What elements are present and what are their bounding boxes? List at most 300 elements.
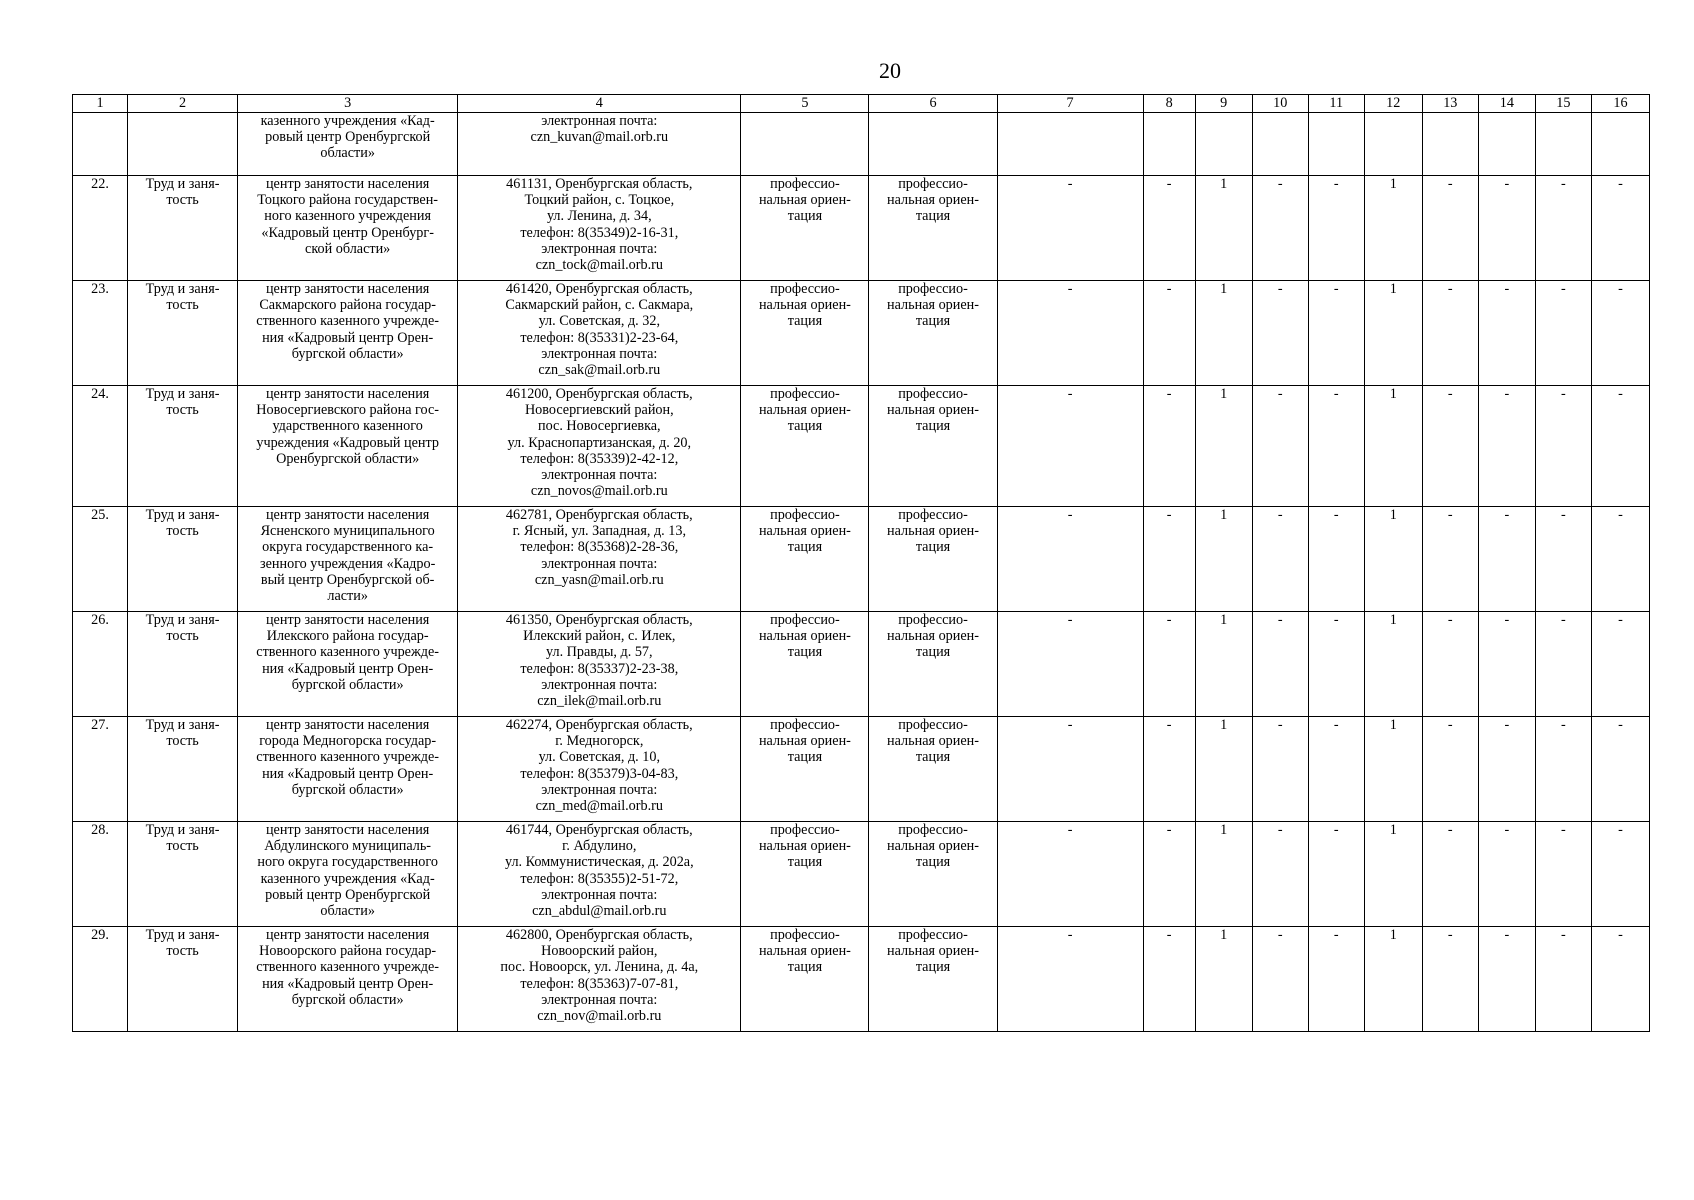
text-line: электронная почта:	[541, 781, 658, 798]
text-line: бургской области»	[291, 676, 404, 693]
text-line: ровый центр Оренбургской	[265, 129, 431, 146]
cell-c14: -	[1478, 717, 1535, 822]
text-line: czn_ilek@mail.orb.ru	[537, 693, 662, 710]
table-row	[73, 281, 1650, 386]
text-line: Труд и заня-	[145, 717, 220, 733]
text-line: ния «Кадровый центр Орен-	[262, 329, 434, 346]
text-line: профессио-	[898, 176, 968, 192]
cell-c8: -	[1143, 717, 1195, 822]
text-line: электронная почта:	[541, 555, 658, 572]
row-number: 27.	[73, 717, 128, 822]
text-line: ской области»	[305, 240, 391, 257]
text-line: ния «Кадровый центр Орен-	[262, 765, 434, 782]
text-line: 461131, Оренбургская область,	[506, 176, 693, 192]
text-line: телефон: 8(35355)2-51-72,	[520, 870, 679, 887]
text-line: czn_tock@mail.orb.ru	[535, 257, 663, 274]
cell-c6	[869, 507, 997, 612]
text-line: центр занятости населения	[265, 281, 430, 297]
text-line: центр занятости населения	[265, 507, 430, 523]
text-line: профессио-	[898, 822, 968, 838]
cell-c14	[1478, 113, 1535, 176]
text-line: телефон: 8(35339)2-42-12,	[520, 450, 679, 467]
cell-c16: -	[1591, 281, 1649, 386]
cell-c10: -	[1252, 717, 1308, 822]
text-line: czn_sak@mail.orb.ru	[538, 362, 661, 379]
text-line: профессио-	[770, 386, 840, 402]
cell-sphere	[128, 281, 238, 386]
text-line: вый центр Оренбургской об-	[260, 571, 435, 588]
row-number: 25.	[73, 507, 128, 612]
text-line: Оренбургской области»	[276, 450, 420, 467]
cell-num	[73, 113, 128, 176]
text-line: телефон: 8(35349)2-16-31,	[520, 224, 679, 241]
text-line: нальная ориен-	[758, 628, 851, 645]
cell-contacts	[458, 386, 741, 507]
text-line: Новоорского района государ-	[259, 943, 437, 960]
text-line: нальная ориен-	[887, 297, 979, 314]
cell-c10: -	[1252, 612, 1308, 717]
text-line: профессио-	[898, 717, 968, 733]
cell-contacts	[458, 507, 741, 612]
cell-c7: -	[997, 822, 1143, 927]
text-line: ния «Кадровый центр Орен-	[262, 660, 434, 677]
text-line: czn_novos@mail.orb.ru	[530, 483, 668, 500]
cell-contacts	[458, 927, 741, 1032]
cell-org	[238, 281, 458, 386]
cell-c7: -	[997, 281, 1143, 386]
text-line: ул. Ленина, д. 34,	[546, 208, 652, 225]
cell-c8: -	[1143, 612, 1195, 717]
column-header-15: 15	[1535, 95, 1591, 113]
cell-c8: -	[1143, 822, 1195, 927]
text-line: пос. Новосергиевка,	[537, 418, 661, 435]
row-number: 22.	[73, 176, 128, 281]
text-line: тация	[787, 313, 823, 330]
text-line: области»	[320, 145, 375, 162]
text-line: 462781, Оренбургская область,	[505, 507, 693, 523]
cell-c9: 1	[1195, 822, 1252, 927]
cell-c14: -	[1478, 176, 1535, 281]
table-row	[73, 822, 1650, 927]
text-line: ул. Советская, д. 32,	[538, 313, 661, 330]
cell-c13: -	[1422, 717, 1478, 822]
cell-c11: -	[1308, 281, 1364, 386]
cell-c14: -	[1478, 507, 1535, 612]
text-line: «Кадровый центр Оренбург-	[261, 224, 434, 241]
cell-c11: -	[1308, 822, 1364, 927]
cell-c16	[1591, 113, 1649, 176]
cell-org	[238, 113, 458, 176]
cell-c10: -	[1252, 822, 1308, 927]
cell-c5	[741, 717, 869, 822]
cell-org	[238, 717, 458, 822]
text-line: тость	[166, 628, 199, 645]
cell-c12: 1	[1364, 927, 1422, 1032]
text-line: нальная ориен-	[887, 192, 979, 209]
cell-c9	[1195, 113, 1252, 176]
cell-c16: -	[1591, 176, 1649, 281]
text-line: czn_yasn@mail.orb.ru	[534, 571, 664, 588]
text-line: нальная ориен-	[887, 523, 979, 540]
cell-c6	[869, 281, 997, 386]
cell-c15: -	[1535, 176, 1591, 281]
cell-c16: -	[1591, 717, 1649, 822]
text-line: казенного учреждения «Кад-	[260, 113, 435, 129]
column-header-8: 8	[1143, 95, 1195, 113]
text-line: г. Медногорск,	[555, 733, 644, 750]
cell-c5	[741, 822, 869, 927]
text-line: зенного учреждения «Кадро-	[260, 555, 436, 572]
cell-c5	[741, 113, 869, 176]
cell-c9: 1	[1195, 281, 1252, 386]
text-line: нальная ориен-	[758, 297, 851, 314]
text-line: czn_med@mail.orb.ru	[535, 798, 663, 815]
cell-c15: -	[1535, 717, 1591, 822]
column-header-7: 7	[997, 95, 1143, 113]
cell-c8	[1143, 113, 1195, 176]
text-line: Труд и заня-	[145, 612, 220, 628]
text-line: ул. Коммунистическая, д. 202а,	[504, 854, 694, 871]
text-line: электронная почта:	[541, 886, 658, 903]
table-row	[73, 927, 1650, 1032]
text-line: тация	[915, 539, 951, 556]
cell-org	[238, 176, 458, 281]
cell-c13: -	[1422, 822, 1478, 927]
cell-org	[238, 927, 458, 1032]
text-line: нальная ориен-	[758, 192, 851, 209]
text-line: ственного казенного учрежде-	[256, 749, 440, 766]
cell-c15: -	[1535, 927, 1591, 1032]
cell-c13: -	[1422, 927, 1478, 1032]
text-line: тация	[915, 749, 951, 766]
cell-c5	[741, 927, 869, 1032]
text-line: 461744, Оренбургская область,	[505, 822, 693, 838]
text-line: тация	[915, 208, 951, 225]
text-line: Труд и заня-	[145, 281, 220, 297]
column-number-row	[73, 95, 1650, 113]
table-row	[73, 717, 1650, 822]
row-number: 29.	[73, 927, 128, 1032]
cell-c8: -	[1143, 176, 1195, 281]
cell-c13: -	[1422, 176, 1478, 281]
text-line: профессио-	[770, 612, 840, 628]
text-line: Сакмарского района государ-	[259, 297, 436, 314]
cell-c7: -	[997, 507, 1143, 612]
page-number: 20	[879, 58, 901, 83]
text-line: тация	[787, 854, 823, 871]
cell-c15	[1535, 113, 1591, 176]
cell-c7: -	[997, 927, 1143, 1032]
text-line: ул. Советская, д. 10,	[538, 749, 661, 766]
text-line: центр занятости населения	[265, 717, 430, 733]
text-line: ударственного казенного	[272, 418, 423, 435]
cell-c8: -	[1143, 927, 1195, 1032]
column-header-3: 3	[238, 95, 458, 113]
text-line: Труд и заня-	[145, 386, 220, 402]
text-line: тация	[787, 749, 823, 766]
cell-c7: -	[997, 176, 1143, 281]
column-header-4: 4	[458, 95, 741, 113]
cell-c15: -	[1535, 386, 1591, 507]
cell-contacts	[458, 176, 741, 281]
cell-c9: 1	[1195, 507, 1252, 612]
text-line: телефон: 8(35363)7-07-81,	[520, 975, 679, 992]
cell-c14: -	[1478, 386, 1535, 507]
text-line: Тоцкий район, с. Тоцкое,	[524, 192, 675, 209]
column-header-9: 9	[1195, 95, 1252, 113]
cell-contacts	[458, 822, 741, 927]
cell-c14: -	[1478, 612, 1535, 717]
text-line: тация	[787, 644, 823, 661]
text-line: учреждения «Кадровый центр	[256, 434, 439, 451]
text-line: Труд и заня-	[145, 176, 220, 192]
text-line: города Медногорска государ-	[259, 733, 437, 750]
text-line: профессио-	[898, 507, 968, 523]
cell-c12: 1	[1364, 507, 1422, 612]
text-line: Сакмарский район, с. Сакмара,	[505, 297, 694, 314]
cell-c6	[869, 822, 997, 927]
cell-sphere	[128, 717, 238, 822]
cell-c11: -	[1308, 717, 1364, 822]
cell-org	[238, 507, 458, 612]
cell-c7	[997, 113, 1143, 176]
cell-c11: -	[1308, 176, 1364, 281]
text-line: телефон: 8(35337)2-23-38,	[520, 660, 679, 677]
cell-c12: 1	[1364, 386, 1422, 507]
text-line: Новосергиевский район,	[524, 402, 674, 419]
text-line: телефон: 8(35368)2-28-36,	[520, 539, 679, 556]
text-line: электронная почта:	[541, 991, 658, 1008]
cell-c16: -	[1591, 386, 1649, 507]
table-row	[73, 386, 1650, 507]
cell-c16: -	[1591, 927, 1649, 1032]
data-table	[72, 94, 1650, 1032]
column-header-12: 12	[1364, 95, 1422, 113]
text-line: Илекский район, с. Илек,	[523, 628, 676, 645]
text-line: 461350, Оренбургская область,	[505, 612, 693, 628]
cell-c7: -	[997, 612, 1143, 717]
text-line: ственного казенного учрежде-	[256, 644, 440, 661]
text-line: профессио-	[770, 507, 840, 523]
cell-c10: -	[1252, 176, 1308, 281]
text-line: бургской области»	[291, 345, 404, 362]
cell-c11: -	[1308, 612, 1364, 717]
text-line: тация	[915, 644, 951, 661]
text-line: ровый центр Оренбургской	[265, 886, 431, 903]
column-header-5: 5	[741, 95, 869, 113]
text-line: ул. Правды, д. 57,	[546, 644, 653, 661]
cell-c12: 1	[1364, 281, 1422, 386]
text-line: профессио-	[770, 176, 840, 192]
text-line: Труд и заня-	[145, 822, 220, 838]
text-line: области»	[320, 903, 375, 920]
cell-c13: -	[1422, 281, 1478, 386]
text-line: тация	[787, 539, 823, 556]
cell-c7: -	[997, 717, 1143, 822]
cell-c16: -	[1591, 507, 1649, 612]
cell-c7: -	[997, 386, 1143, 507]
text-line: профессио-	[770, 717, 840, 733]
cell-c8: -	[1143, 386, 1195, 507]
cell-org	[238, 386, 458, 507]
text-line: бургской области»	[291, 781, 404, 798]
text-line: Труд и заня-	[145, 927, 220, 943]
text-line: нальная ориен-	[758, 838, 851, 855]
text-line: тация	[787, 959, 823, 976]
text-line: Новоорский район,	[541, 943, 658, 960]
row-number: 26.	[73, 612, 128, 717]
text-line: Новосергиевского района гос-	[256, 402, 439, 419]
text-line: тация	[915, 313, 951, 330]
column-header-11: 11	[1308, 95, 1364, 113]
text-line: нальная ориен-	[887, 628, 979, 645]
column-header-14: 14	[1478, 95, 1535, 113]
text-line: тация	[787, 418, 823, 435]
cell-c6	[869, 113, 997, 176]
column-header-16: 16	[1591, 95, 1649, 113]
cell-c8: -	[1143, 281, 1195, 386]
cell-c10	[1252, 113, 1308, 176]
text-line: бургской области»	[291, 991, 404, 1008]
text-line: г. Ясный, ул. Западная, д. 13,	[512, 523, 687, 540]
text-line: нальная ориен-	[758, 733, 851, 750]
text-line: нальная ориен-	[758, 943, 851, 960]
row-number: 28.	[73, 822, 128, 927]
cell-c11: -	[1308, 386, 1364, 507]
text-line: тация	[915, 959, 951, 976]
text-line: ласти»	[327, 588, 368, 605]
column-header-6: 6	[869, 95, 997, 113]
continuation-row	[73, 113, 1650, 176]
cell-c13	[1422, 113, 1478, 176]
text-line: czn_abdul@mail.orb.ru	[532, 903, 667, 920]
text-line: 461200, Оренбургская область,	[505, 386, 693, 402]
cell-c12: 1	[1364, 176, 1422, 281]
cell-sphere	[128, 507, 238, 612]
cell-org	[238, 612, 458, 717]
cell-c6	[869, 717, 997, 822]
cell-c10: -	[1252, 386, 1308, 507]
text-line: тость	[166, 523, 199, 540]
text-line: телефон: 8(35379)3-04-83,	[520, 765, 679, 782]
text-line: электронная почта:	[541, 467, 658, 484]
cell-c15: -	[1535, 281, 1591, 386]
text-line: нальная ориен-	[887, 838, 979, 855]
cell-sphere	[128, 176, 238, 281]
text-line: центр занятости населения	[265, 176, 430, 192]
text-line: нальная ориен-	[887, 733, 979, 750]
cell-c5	[741, 386, 869, 507]
cell-sphere	[128, 822, 238, 927]
cell-c16: -	[1591, 612, 1649, 717]
cell-c5	[741, 176, 869, 281]
text-line: профессио-	[770, 927, 840, 943]
cell-c15: -	[1535, 507, 1591, 612]
text-line: Илекского района государ-	[266, 628, 429, 645]
text-line: тость	[166, 838, 199, 855]
cell-c12: 1	[1364, 717, 1422, 822]
text-line: профессио-	[898, 612, 968, 628]
cell-c11: -	[1308, 927, 1364, 1032]
cell-sphere	[128, 927, 238, 1032]
text-line: электронная почта:	[541, 113, 658, 129]
text-line: Труд и заня-	[145, 507, 220, 523]
cell-c5	[741, 281, 869, 386]
text-line: казенного учреждения «Кад-	[260, 870, 435, 887]
cell-c10: -	[1252, 281, 1308, 386]
text-line: 461420, Оренбургская область,	[505, 281, 693, 297]
text-line: тация	[915, 854, 951, 871]
cell-c9: 1	[1195, 927, 1252, 1032]
column-header-1: 1	[73, 95, 128, 113]
table-body	[73, 113, 1650, 1032]
cell-c14: -	[1478, 822, 1535, 927]
text-line: профессио-	[770, 822, 840, 838]
text-line: ул. Краснопартизанская, д. 20,	[507, 434, 692, 451]
text-line: тация	[915, 418, 951, 435]
cell-contacts	[458, 612, 741, 717]
text-line: Ясненского муниципального	[260, 523, 435, 540]
cell-c11	[1308, 113, 1364, 176]
text-line: 462800, Оренбургская область,	[505, 927, 693, 943]
text-line: пос. Новоорск, ул. Ленина, д. 4а,	[500, 959, 699, 976]
cell-c13: -	[1422, 386, 1478, 507]
text-line: электронная почта:	[541, 240, 658, 257]
cell-c10: -	[1252, 507, 1308, 612]
cell-c6	[869, 612, 997, 717]
text-line: тация	[787, 208, 823, 225]
column-header-2: 2	[128, 95, 238, 113]
cell-org	[238, 822, 458, 927]
text-line: Тоцкого района государствен-	[257, 192, 439, 209]
text-line: тость	[166, 402, 199, 419]
cell-c6	[869, 386, 997, 507]
text-line: тость	[166, 297, 199, 314]
text-line: тость	[166, 733, 199, 750]
text-line: центр занятости населения	[265, 386, 430, 402]
cell-c14: -	[1478, 927, 1535, 1032]
cell-c6	[869, 927, 997, 1032]
cell-sphere	[128, 612, 238, 717]
row-number: 23.	[73, 281, 128, 386]
text-line: центр занятости населения	[265, 612, 430, 628]
cell-c9: 1	[1195, 386, 1252, 507]
text-line: czn_kuvan@mail.orb.ru	[530, 129, 669, 146]
cell-c8: -	[1143, 507, 1195, 612]
cell-c6	[869, 176, 997, 281]
text-line: нальная ориен-	[887, 943, 979, 960]
text-line: округа государственного ка-	[262, 539, 434, 556]
column-header-10: 10	[1252, 95, 1308, 113]
cell-c11: -	[1308, 507, 1364, 612]
cell-c12: 1	[1364, 822, 1422, 927]
cell-sphere	[128, 386, 238, 507]
cell-c12: 1	[1364, 612, 1422, 717]
text-line: электронная почта:	[541, 345, 658, 362]
text-line: профессио-	[770, 281, 840, 297]
cell-contacts	[458, 281, 741, 386]
cell-c14: -	[1478, 281, 1535, 386]
table-row	[73, 507, 1650, 612]
cell-c15: -	[1535, 822, 1591, 927]
text-line: ственного казенного учрежде-	[256, 959, 440, 976]
text-line: телефон: 8(35331)2-23-64,	[520, 329, 679, 346]
text-line: электронная почта:	[541, 676, 658, 693]
cell-sphere	[128, 113, 238, 176]
text-line: ного округа государственного	[257, 854, 438, 871]
cell-c12	[1364, 113, 1422, 176]
text-line: профессио-	[898, 386, 968, 402]
